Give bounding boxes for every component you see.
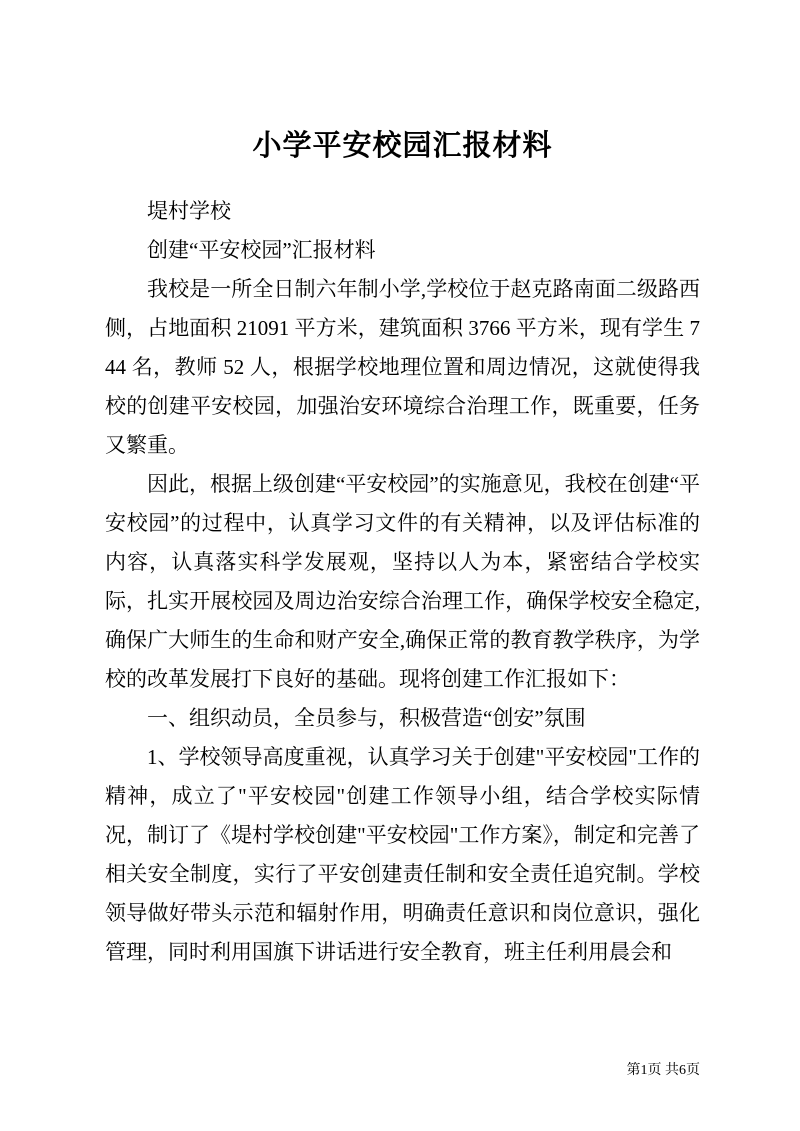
paragraph-section-heading: 一、组织动员，全员参与，积极营造“创安”氛围	[147, 705, 586, 730]
page-number: 第1页 共6页	[626, 1063, 700, 1078]
document-title: 小学平安校园汇报材料	[252, 130, 553, 162]
paragraph-subtitle: 创建“平安校园”汇报材料	[147, 237, 376, 262]
paragraph-item-1: 1、学校领导高度重视，认真学习关于创建"平安校园"工作的精神，成立了"平安校园"创建工作领导小组，结合学校实际情况，制订了《堤村学校创建"平安校园"工作方案》，制定和完善了相关安全制度，实行了平安创建责任制和安全责任追究制。学校领导做好带头示范和辐射作用，明确责任意识和岗位意识，强化管理，同时利用国旗下讲话进行安全教育，班主任利用晨会和	[105, 744, 700, 964]
paragraph-school-name: 堤村学校	[147, 198, 231, 223]
paragraph-creation-background: 因此，根据上级创建“平安校园”的实施意见，我校在创建“平安校园”的过程中，认真学习文件的有关精神，以及评估标准的内容，认真落实科学发展观，坚持以人为本，紧密结合学校实际，扎实开展校园及周边治安综合治理工作，确保学校安全稳定,确保广大师生的生命和财产安全,确保正常的教育教学秩序，为学校的改革发展打下良好的基础。现将创建工作汇报如下：	[105, 471, 700, 691]
document-body	[105, 192, 700, 972]
paragraph-school-intro: 我校是一所全日制六年制小学,学校位于赵克路南面二级路西侧，占地面积 21091 平方米，建筑面积 3766 平方米，现有学生 744 名，教师 52 人，根据学校地理位置和周边情况，这就使得我校的创建平安校园，加强治安环境综合治理工作，既重要，任务又繁重。	[105, 276, 700, 457]
